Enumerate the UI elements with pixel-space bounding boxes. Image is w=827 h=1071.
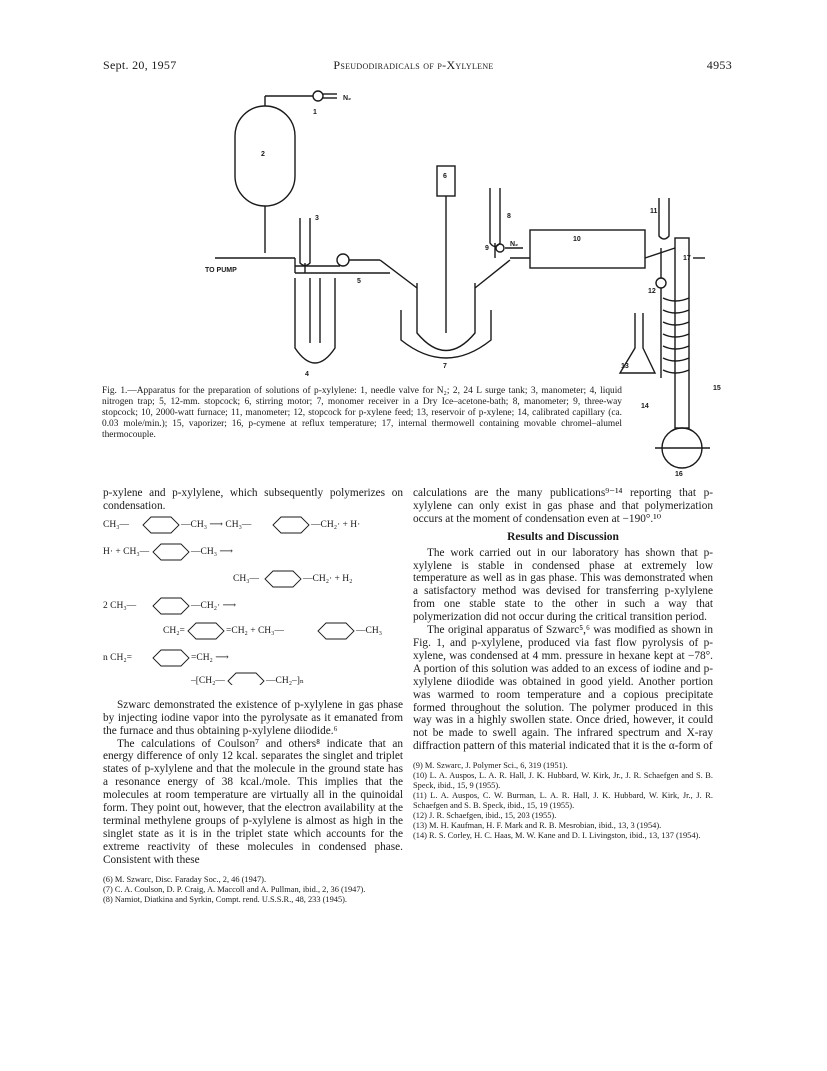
footnote-6: (6) M. Szwarc, Disc. Faraday Soc., 2, 46 (1947).: [103, 874, 267, 884]
eq6-right: =CH₂ ⟶: [191, 652, 229, 663]
right-para-2: The original apparatus of Szwarc⁵,⁶ was modified as shown in Fig. 1, and p-xylylene, produced via fast flow pyrolysis of p-xylene, was condensed at 4 mm. pressure in hexane kept at −78°. A portion of this solution was added to an excess of iodine and p-xylylene diiodide was obtained in good yield. Another portion was warmed to room temperature and a copious precipitate formed throughout the solution. The polymer produced in this way was in a highly swollen state. Once dried, however, it could not be made to swell again. The infrared spectrum and X-ray diffraction pattern of this material indicated that it is the α-form of: [413, 624, 713, 753]
benzene-ring-9: [228, 673, 264, 685]
label-13: 13: [621, 363, 629, 370]
footnote-14: (14) R. S. Corley, H. C. Haas, M. W. Kane and D. I. Livingston, ibid., 13, 137 (1954).: [413, 831, 701, 841]
page-number: 4953: [706, 58, 732, 72]
label-2: 2: [261, 151, 265, 158]
eq7-left: –[CH₂—: [191, 675, 225, 686]
eq1-mid: —CH₃ ⟶ CH₃—: [181, 519, 252, 530]
benzene-ring-6: [188, 623, 224, 639]
right-column: [413, 487, 713, 841]
right-para-1: The work carried out in our laboratory has shown that p-xylylene is stable in condensed phase at extremely low temperature as well as in gas phase. This was demonstrated when a satisfactory method was devised for transferring p-xylylene from one stable state to the other in such a way that polymerization did not occur during the critical transition period.: [413, 546, 713, 624]
footnote-7: (7) C. A. Coulson, D. P. Craig, A. Maccoll and A. Pullman, ibid., 2, 36 (1947).: [103, 884, 366, 894]
eq5-left: CH₂=: [163, 625, 185, 636]
label-n2-mid: N₂: [510, 241, 519, 248]
label-5: 5: [357, 278, 361, 285]
section-title: Results and Discussion: [507, 530, 619, 543]
footnote-11: (11) L. A. Auspos, C. W. Burman, L. A. R. Hall, J. K. Hubbard, W. Kirk, Jr., J. R. Schaefgen and S. B. Speck, ibid., 15, 19 (1955).: [413, 791, 713, 811]
right-para-0: calculations are the many publications⁹⁻¹⁴ reporting that p-xylylene can only exist in gas phase and that polymerization occurs at the moment of condensation even at −190°.¹⁰: [413, 487, 713, 525]
label-8: 8: [507, 213, 511, 220]
eq2-right: —CH₃ ⟶: [191, 546, 234, 557]
label-17: 17: [683, 255, 691, 262]
running-header-date: Sept. 20, 1957: [103, 58, 177, 72]
benzene-ring-8: [153, 650, 189, 666]
eq2-left: H· + CH₃—: [103, 546, 150, 557]
eq4-left: 2 CH₃—: [103, 600, 137, 611]
footnote-13: (13) M. H. Kaufman, H. F. Mark and R. B. Mesrobian, ibid., 13, 3 (1954).: [413, 821, 662, 831]
footnote-8: (8) Namiot, Diatkina and Syrkin, Compt. rend. U.S.S.R., 48, 233 (1945).: [103, 894, 348, 904]
label-9: 9: [485, 245, 489, 252]
eq1-left: CH₃—: [103, 519, 130, 530]
benzene-rings: [103, 513, 403, 685]
eq4-right: —CH₂· ⟶: [191, 600, 237, 611]
label-to-pump: TO PUMP: [205, 267, 237, 274]
footnote-10: (10) L. A. Auspos, L. A. R. Hall, J. K. Hubbard, W. Kirk, Jr., J. R. Schaefgen and S. B. Speck, ibid., 15, 9 (1955).: [413, 771, 713, 791]
reaction-scheme: [103, 513, 403, 685]
running-header-title: Pseudodiradicals of p-Xylylene: [333, 58, 494, 72]
benzene-ring-7: [318, 623, 354, 639]
label-15: 15: [713, 385, 721, 392]
label-1: 1: [313, 109, 317, 116]
eq7-right: —CH₂–]ₙ: [266, 675, 305, 686]
left-para-2: The calculations of Coulson⁷ and others⁸ indicate that an energy difference of only 12 kcal. separates the singlet and triplet states of p-xylylene and that the molecule in the ground state has a resonance energy of 38 kcal./mole. This implies that the molecules at room temperature are virtually all in the quinoidal form. They point out, however, that the electron availability at the terminal methylene groups of p-xylylene is almost as high in the singlet state as it is in the triplet state which accounts for the extreme reactivity of these molecules in condensed phase. Consistent with these: [103, 737, 403, 866]
left-intro: p-xylene and p-xylylene, which subsequently polymerizes on condensation.: [103, 487, 403, 512]
eq3-right: —CH₂· + H₂: [303, 573, 353, 584]
label-4: 4: [305, 371, 309, 378]
eq6-left: n CH₂=: [103, 652, 132, 663]
label-10: 10: [573, 236, 581, 243]
footnote-12: (12) J. R. Schaefgen, ibid., 15, 203 (1955).: [413, 811, 557, 821]
label-3: 3: [315, 215, 319, 222]
label-6: 6: [443, 173, 447, 180]
benzene-ring-5: [153, 598, 189, 614]
left-column: [103, 487, 403, 905]
eq1-right: —CH₂· + H·: [311, 519, 361, 530]
eq3-left: CH₃—: [233, 573, 260, 584]
benzene-ring-4: [265, 571, 301, 587]
benzene-ring-3: [153, 544, 189, 560]
benzene-ring-2: [273, 517, 309, 533]
footnote-9: (9) M. Szwarc, J. Polymer Sci., 6, 319 (1951).: [413, 761, 568, 771]
label-16: 16: [675, 471, 683, 478]
left-para-1: Szwarc demonstrated the existence of p-xylylene in gas phase by injecting iodine vapor into the pyrolysate as it emanated from the furnace and thus obtaining p-xylylene diiodide.⁶: [103, 698, 403, 737]
label-7: 7: [443, 363, 447, 370]
label-14: 14: [641, 403, 649, 410]
figure-caption: Fig. 1.—Apparatus for the preparation of solutions of p-xylylene: 1, needle valve for N₂; 2, 24 L surge tank; 3, manometer; 4, liquid nitrogen trap; 5, 12-mm. stopcock; 6, stirring motor; 7, monomer receiver in a Dry Ice–acetone-bath; 8, manometer; 9, three-way stopcock; 10, 2000-watt furnace; 11, manometer; 12, stopcock for p-xylene feed; 13, reservoir of p-xylene; 14, calibrated capillary (ca. 0.03 mole/min.); 15, vaporizer; 16, p-cymene at reflux temperature; 17, internal thermowell containing movable chromel–alumel thermocouple.: [102, 386, 622, 441]
eq5-mid: =CH₂ + CH₃—: [226, 625, 284, 636]
label-11: 11: [650, 208, 658, 215]
benzene-ring-1: [143, 517, 179, 533]
eq5-right: —CH₃: [356, 625, 383, 636]
label-12: 12: [648, 288, 656, 295]
label-n2-top: N₂: [343, 95, 352, 102]
